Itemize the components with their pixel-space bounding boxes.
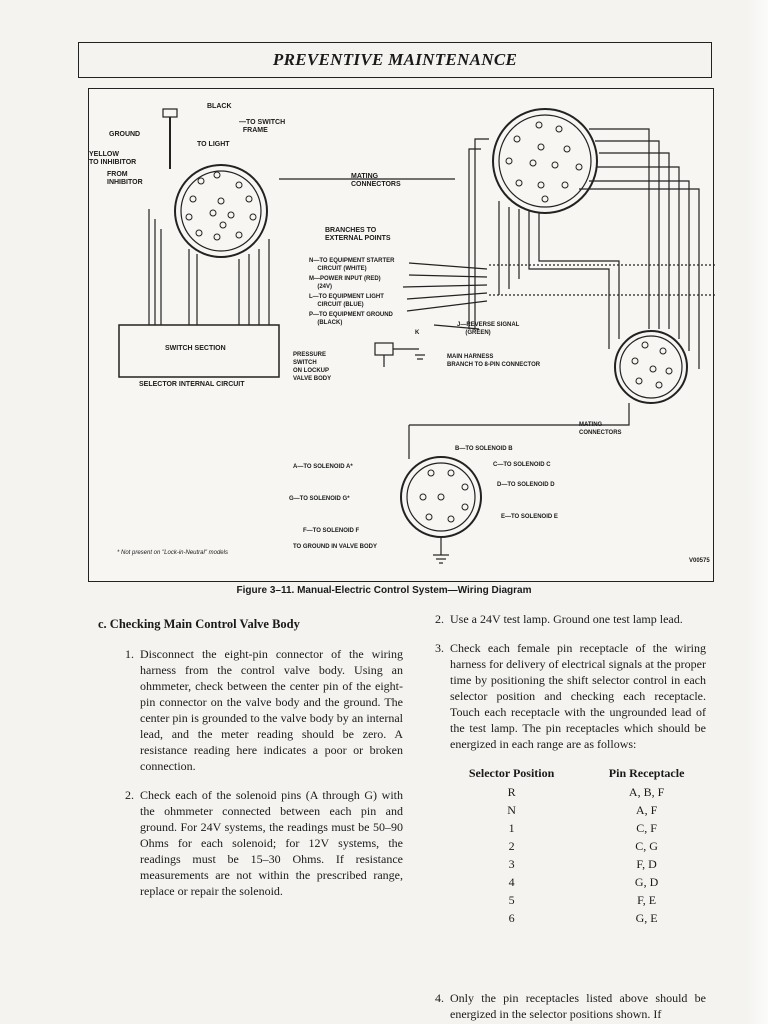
step-text: Disconnect the eight-pin connector of the wiring harness from the control valve body. Using an ohmmeter, check between the center pin of the eight-pin connector on the valve body and the ground. The center pin is grounded to the valve body by an internal lead, and the meter reading should be zero. A resistance reading here indicates a poor or broken connection. [140, 647, 403, 773]
step-4 [424, 990, 706, 1022]
table-cell: 2 [508, 839, 515, 853]
label-from-inhibitor: FROM INHIBITOR [107, 171, 143, 186]
table-cell: A, F [635, 803, 658, 817]
figure-footnote: * Not present on "Lock-in-Neutral" models [117, 550, 228, 556]
label-switch-section: SWITCH SECTION [165, 345, 226, 352]
figure-code: V00575 [689, 558, 710, 564]
table-header-row [440, 765, 710, 783]
label-pressure-switch: PRESSURE SWITCH ON LOCKUP VALVE BODY [293, 352, 332, 382]
label-l-light: L—TO EQUIPMENT LIGHT CIRCUIT (BLUE) [309, 294, 384, 308]
wiring-diagram [88, 88, 714, 582]
label-n-starter: N—TO EQUIPMENT STARTER CIRCUIT (WHITE) [309, 258, 395, 272]
label-k: K [415, 330, 420, 336]
table-cell: F, D [636, 857, 657, 871]
step-text: Use a 24V test lamp. Ground one test lamp lead. [450, 612, 683, 626]
label-g-solenoid: G—TO SOLENOID G* [289, 496, 350, 502]
step-text: Check each female pin receptacle of the wiring harness for delivery of electrical signals at the proper time by positioning the shift selector control in each selector position and checking each receptacle. Touch each receptacle with the ungrounded lead of the test lamp. The pin receptacles which should be energized in each range are as follows: [450, 641, 706, 751]
table-cell: G, E [635, 911, 658, 925]
table-row [440, 891, 710, 909]
step-number: 2. [435, 612, 444, 626]
table-cell: 4 [508, 875, 515, 889]
label-black: BLACK [207, 103, 232, 110]
table-cell: 3 [508, 857, 515, 871]
wiring-diagram-graphic [89, 89, 715, 583]
right-column [424, 611, 706, 927]
label-d-solenoid: D—TO SOLENOID D [497, 482, 555, 488]
column-header: Pin Receptacle [608, 766, 685, 780]
table-cell: N [507, 803, 516, 817]
label-m-power: M—POWER INPUT (RED) (24V) [309, 276, 381, 290]
step-text: Only the pin receptacles listed above should be energized in the selector positions shown. If [450, 991, 706, 1021]
label-j-reverse: J—REVERSE SIGNAL (GREEN) [457, 322, 520, 336]
label-b-solenoid: B—TO SOLENOID B [455, 446, 513, 452]
step-number: 4. [435, 991, 444, 1005]
step-number: 3. [435, 641, 444, 655]
label-c-solenoid: C—TO SOLENOID C [493, 462, 551, 468]
table-cell: C, G [635, 839, 658, 853]
label-f-solenoid: F—TO SOLENOID F [303, 528, 360, 534]
list-item [98, 787, 403, 899]
table-row [440, 801, 710, 819]
list-item [424, 611, 706, 627]
page-header [78, 42, 712, 78]
label-p-ground: P—TO EQUIPMENT GROUND (BLACK) [309, 312, 393, 326]
label-to-switch-frame: —TO SWITCH FRAME [239, 119, 286, 134]
step-text: Check each of the solenoid pins (A through G) with the ohmmeter connected between each pin and ground. For 24V systems, the readings must be 50–90 Ohms for each solenoid; for 12V systems, the readings must be 15–30 Ohms. If resistance measurements are not within the prescribed range, replace or repair the solenoid. [140, 788, 403, 898]
table-row [440, 873, 710, 891]
label-mating-connectors-top: MATING CONNECTORS [351, 173, 401, 188]
table-cell: 6 [508, 911, 515, 925]
table-cell: A, B, F [628, 785, 665, 799]
table-row [440, 783, 710, 801]
table-row [440, 819, 710, 837]
label-selector-internal: SELECTOR INTERNAL CIRCUIT [139, 381, 245, 388]
table-row [440, 837, 710, 855]
table-cell: C, F [636, 821, 657, 835]
label-e-solenoid: E—TO SOLENOID E [501, 514, 558, 520]
table-cell: 1 [508, 821, 515, 835]
label-mating-connectors-bottom: MATING CONNECTORS [579, 422, 622, 436]
label-branches: BRANCHES TO EXTERNAL POINTS [325, 227, 391, 242]
page-title: PREVENTIVE MAINTENANCE [272, 50, 518, 69]
list-item [424, 640, 706, 752]
table-row [440, 855, 710, 873]
table-cell: 5 [508, 893, 515, 907]
step-number: 2. [125, 788, 134, 802]
step-number: 1. [125, 647, 134, 661]
column-header: Selector Position [468, 766, 555, 780]
table-cell: G, D [634, 875, 659, 889]
label-yellow-to-inhibitor: YELLOW TO INHIBITOR [89, 151, 137, 166]
pin-receptacle-table [440, 765, 710, 927]
figure-caption: Figure 3–11. Manual-Electric Control System—Wiring Diagram [236, 585, 532, 596]
list-item [424, 990, 706, 1022]
table-cell: R [507, 785, 516, 799]
label-a-solenoid: A—TO SOLENOID A* [293, 464, 353, 470]
label-main-harness: MAIN HARNESS BRANCH TO 8-PIN CONNECTOR [447, 354, 541, 368]
section-heading: c. Checking Main Control Valve Body [98, 617, 300, 631]
page-edge [746, 0, 768, 1024]
label-to-ground-valve: TO GROUND IN VALVE BODY [293, 544, 378, 550]
list-item [98, 646, 403, 774]
label-to-light: TO LIGHT [197, 141, 230, 148]
left-column [98, 616, 403, 912]
table-row [440, 909, 710, 927]
label-ground: GROUND [109, 131, 141, 138]
table-cell: F, E [637, 893, 657, 907]
